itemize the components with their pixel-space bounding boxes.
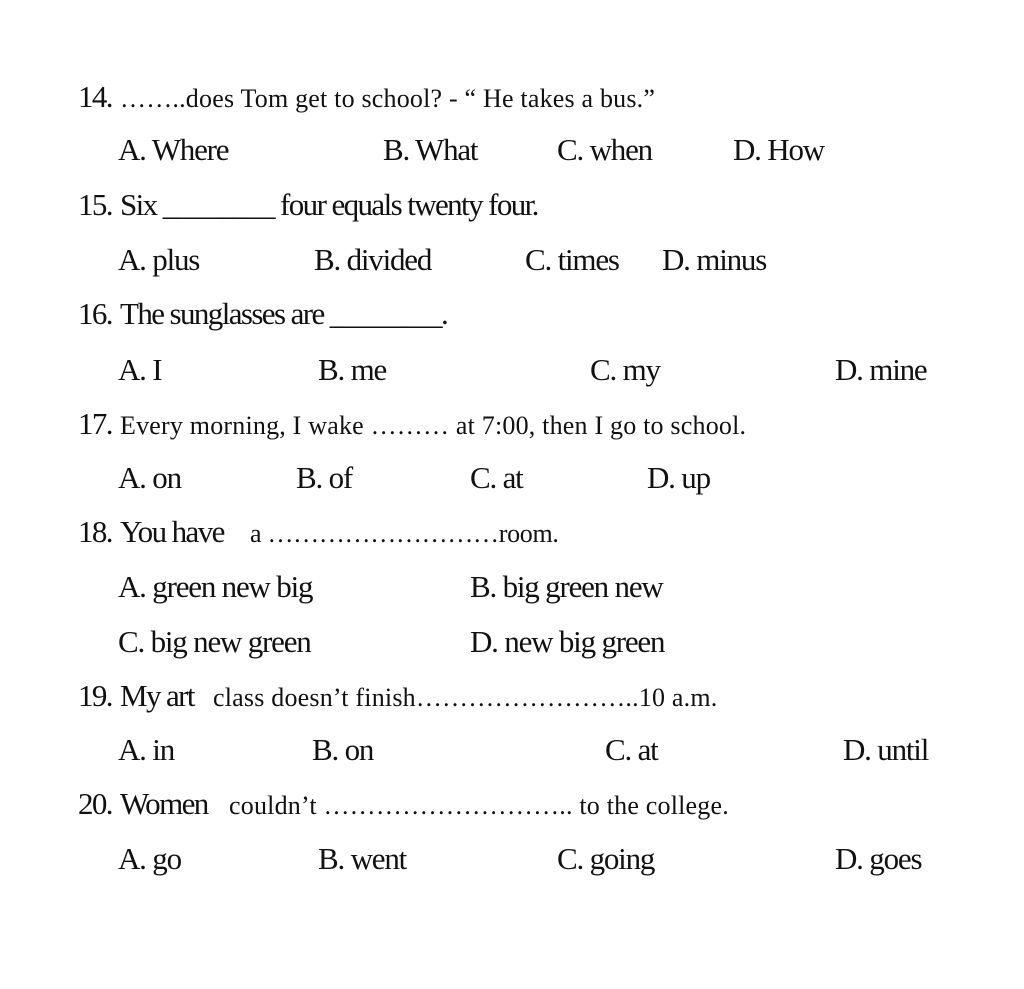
option-c[interactable]: C. going (557, 841, 655, 876)
question-number: 15. (78, 187, 112, 222)
question-number: 17. (78, 406, 112, 441)
option-b[interactable]: B. went (318, 841, 407, 876)
option-b[interactable]: B. of (296, 460, 353, 495)
question-text-b: class doesn’t finish……………………..10 a.m. (213, 683, 718, 712)
question-number: 18. (78, 514, 112, 549)
option-c[interactable]: C. at (470, 460, 523, 495)
option-d[interactable]: D. How (733, 132, 824, 167)
option-d[interactable]: D. up (647, 460, 710, 495)
option-c[interactable]: C. times (525, 242, 619, 277)
option-b[interactable]: B. me (318, 352, 387, 387)
question-number: 19. (78, 678, 112, 713)
option-c[interactable]: C. my (590, 352, 660, 387)
question-number: 16. (78, 296, 112, 331)
option-a[interactable]: A. in (118, 732, 175, 767)
question-text-a: You have (120, 514, 224, 549)
question-text-a: Women (120, 786, 208, 821)
option-a[interactable]: A. I (118, 352, 162, 387)
option-a[interactable]: A. go (118, 841, 181, 876)
option-b[interactable]: B. What (383, 132, 478, 167)
option-a[interactable]: A. Where (118, 132, 229, 167)
option-d[interactable]: D. goes (835, 841, 922, 876)
question-text: Six ________ four equals twenty four. (120, 187, 538, 222)
option-c[interactable]: C. big new green (118, 624, 311, 659)
question-text-b: a ………………………room. (250, 519, 559, 548)
question-number: 14. (78, 79, 112, 114)
option-c[interactable]: C. at (605, 732, 658, 767)
option-d[interactable]: D. mine (835, 352, 927, 387)
option-d[interactable]: D. until (843, 732, 929, 767)
question-text-b: couldn’t ……………………….. to the college. (229, 791, 729, 820)
option-b[interactable]: B. on (312, 732, 374, 767)
option-c[interactable]: C. when (557, 132, 652, 167)
option-b[interactable]: B. big green new (470, 569, 663, 604)
question-text: Every morning, I wake ……… at 7:00, then I go to school. (120, 411, 747, 440)
question-number: 20. (78, 786, 112, 821)
option-d[interactable]: D. new big green (470, 624, 665, 659)
option-d[interactable]: D. minus (662, 242, 767, 277)
question-text: The sunglasses are ________. (120, 296, 448, 331)
option-b[interactable]: B. divided (314, 242, 432, 277)
question-text-a: My art (120, 678, 194, 713)
option-a[interactable]: A. on (118, 460, 181, 495)
option-a[interactable]: A. green new big (118, 569, 313, 604)
option-a[interactable]: A. plus (118, 242, 200, 277)
question-text: ……..does Tom get to school? - “ He takes a bus.” (120, 84, 656, 113)
